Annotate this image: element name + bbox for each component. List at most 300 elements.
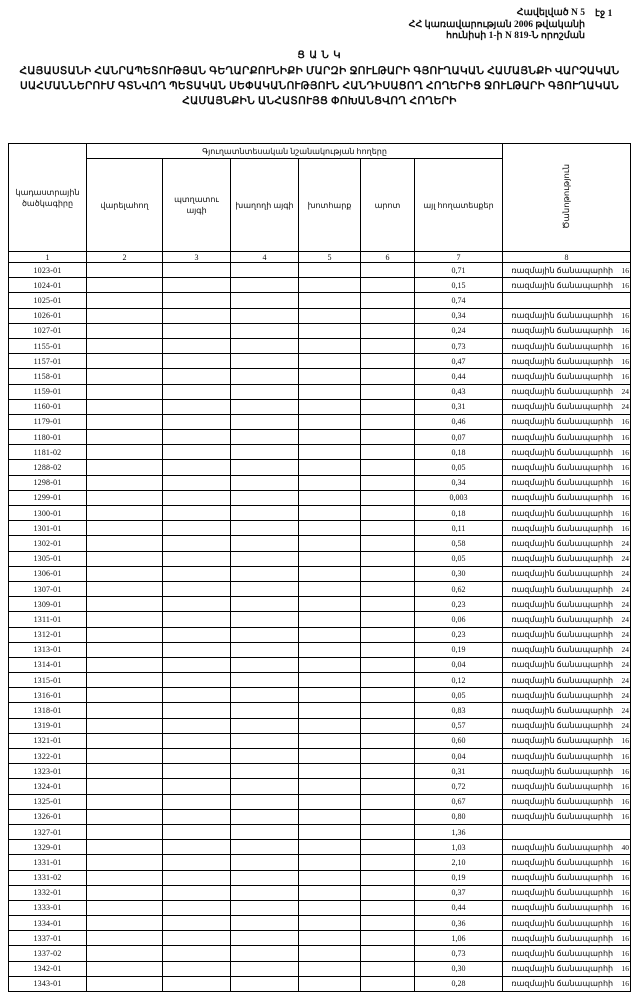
cell-pasture bbox=[361, 946, 415, 961]
cell-cadastral-code: 1160-01 bbox=[9, 399, 87, 414]
cell-vineyard bbox=[231, 597, 299, 612]
cell-other-lands: 0,31 bbox=[415, 764, 503, 779]
cell-cadastral-code: 1180-01 bbox=[9, 430, 87, 445]
table-group-header-row bbox=[9, 144, 631, 159]
table-row bbox=[9, 627, 631, 642]
cell-note: ռազմային ճանապարհի 16 bbox=[503, 475, 631, 490]
cell-arable bbox=[87, 779, 163, 794]
cell-arable bbox=[87, 323, 163, 338]
cell-other-lands: 0,71 bbox=[415, 263, 503, 278]
cell-arable bbox=[87, 961, 163, 976]
cell-cadastral-code: 1023-01 bbox=[9, 263, 87, 278]
cell-arable bbox=[87, 931, 163, 946]
cell-arable bbox=[87, 824, 163, 839]
cell-note: ռազմային ճանապարհի 16 bbox=[503, 278, 631, 293]
cell-pasture bbox=[361, 627, 415, 642]
cell-arable bbox=[87, 475, 163, 490]
cell-other-lands: 0,07 bbox=[415, 430, 503, 445]
cell-cadastral-code: 1306-01 bbox=[9, 566, 87, 581]
cell-hayfield bbox=[299, 566, 361, 581]
cell-hayfield bbox=[299, 718, 361, 733]
cell-pasture bbox=[361, 840, 415, 855]
cell-hayfield bbox=[299, 445, 361, 460]
cell-orchard bbox=[163, 490, 231, 505]
cell-orchard bbox=[163, 946, 231, 961]
cell-pasture bbox=[361, 506, 415, 521]
cell-vineyard bbox=[231, 490, 299, 505]
cell-pasture bbox=[361, 293, 415, 308]
cell-cadastral-code: 1321-01 bbox=[9, 733, 87, 748]
table-row bbox=[9, 673, 631, 688]
cell-pasture bbox=[361, 824, 415, 839]
cell-pasture bbox=[361, 384, 415, 399]
cell-hayfield bbox=[299, 293, 361, 308]
cell-cadastral-code: 1343-01 bbox=[9, 976, 87, 991]
cell-orchard bbox=[163, 809, 231, 824]
cell-pasture bbox=[361, 536, 415, 551]
cell-vineyard bbox=[231, 749, 299, 764]
table-row bbox=[9, 840, 631, 855]
cell-pasture bbox=[361, 445, 415, 460]
cell-pasture bbox=[361, 399, 415, 414]
table-row bbox=[9, 688, 631, 703]
header-line-3: հունիսի 1-ի N 819-Ն որոշման bbox=[446, 31, 585, 41]
cell-other-lands: 0,24 bbox=[415, 323, 503, 338]
cell-cadastral-code: 1301-01 bbox=[9, 521, 87, 536]
col-header-arable: վարելահող bbox=[87, 159, 163, 252]
cell-orchard bbox=[163, 976, 231, 991]
cell-cadastral-code: 1326-01 bbox=[9, 809, 87, 824]
cell-vineyard bbox=[231, 824, 299, 839]
cell-cadastral-code: 1332-01 bbox=[9, 885, 87, 900]
cell-cadastral-code: 1026-01 bbox=[9, 308, 87, 323]
cell-other-lands: 0,23 bbox=[415, 627, 503, 642]
cell-hayfield bbox=[299, 551, 361, 566]
cell-other-lands: 0,05 bbox=[415, 460, 503, 475]
cell-cadastral-code: 1337-01 bbox=[9, 931, 87, 946]
cell-vineyard bbox=[231, 961, 299, 976]
cell-other-lands: 0,04 bbox=[415, 749, 503, 764]
table-row bbox=[9, 581, 631, 596]
table-row bbox=[9, 961, 631, 976]
cell-pasture bbox=[361, 961, 415, 976]
cell-arable bbox=[87, 809, 163, 824]
cell-other-lands: 0,72 bbox=[415, 779, 503, 794]
cell-hayfield bbox=[299, 749, 361, 764]
cell-hayfield bbox=[299, 764, 361, 779]
cell-other-lands: 0,18 bbox=[415, 506, 503, 521]
cell-hayfield bbox=[299, 855, 361, 870]
cell-arable bbox=[87, 703, 163, 718]
cell-orchard bbox=[163, 278, 231, 293]
document-header bbox=[300, 8, 585, 43]
cell-note: ռազմային ճանապարհի 24 bbox=[503, 703, 631, 718]
cell-other-lands: 0,23 bbox=[415, 597, 503, 612]
cell-hayfield bbox=[299, 338, 361, 353]
cell-vineyard bbox=[231, 369, 299, 384]
table-row bbox=[9, 824, 631, 839]
col-header-pasture: արոտ bbox=[361, 159, 415, 252]
cell-pasture bbox=[361, 749, 415, 764]
cell-orchard bbox=[163, 885, 231, 900]
table-row bbox=[9, 976, 631, 991]
table-row bbox=[9, 399, 631, 414]
cell-other-lands: 1,06 bbox=[415, 931, 503, 946]
cell-note: ռազմային ճանապարհի 16 bbox=[503, 976, 631, 991]
cell-pasture bbox=[361, 475, 415, 490]
cell-cadastral-code: 1305-01 bbox=[9, 551, 87, 566]
cell-cadastral-code: 1311-01 bbox=[9, 612, 87, 627]
col-header-other-lands: այլ հողատեսքեր bbox=[415, 159, 503, 252]
cell-orchard bbox=[163, 855, 231, 870]
cell-cadastral-code: 1325-01 bbox=[9, 794, 87, 809]
cell-hayfield bbox=[299, 490, 361, 505]
cell-vineyard bbox=[231, 916, 299, 931]
cell-hayfield bbox=[299, 840, 361, 855]
cell-orchard bbox=[163, 824, 231, 839]
cell-pasture bbox=[361, 369, 415, 384]
cell-note: ռազմային ճանապարհի 16 bbox=[503, 354, 631, 369]
cell-pasture bbox=[361, 566, 415, 581]
cell-hayfield bbox=[299, 354, 361, 369]
table-row bbox=[9, 764, 631, 779]
cell-orchard bbox=[163, 430, 231, 445]
cell-note bbox=[503, 824, 631, 839]
cell-orchard bbox=[163, 566, 231, 581]
cell-arable bbox=[87, 642, 163, 657]
cell-orchard bbox=[163, 794, 231, 809]
cell-hayfield bbox=[299, 308, 361, 323]
cell-arable bbox=[87, 885, 163, 900]
cell-arable bbox=[87, 354, 163, 369]
cell-pasture bbox=[361, 718, 415, 733]
col-num-2: 2 bbox=[87, 252, 163, 263]
col-header-note: Ծանոթություն bbox=[503, 144, 631, 252]
table-row bbox=[9, 521, 631, 536]
document-title: Ց Ա Ն Կ bbox=[297, 50, 342, 61]
cell-arable bbox=[87, 794, 163, 809]
cell-hayfield bbox=[299, 794, 361, 809]
cell-hayfield bbox=[299, 278, 361, 293]
cell-other-lands: 0,67 bbox=[415, 794, 503, 809]
cell-hayfield bbox=[299, 931, 361, 946]
cell-vineyard bbox=[231, 885, 299, 900]
cell-vineyard bbox=[231, 718, 299, 733]
cell-other-lands: 0,44 bbox=[415, 900, 503, 915]
cell-vineyard bbox=[231, 414, 299, 429]
cell-arable bbox=[87, 460, 163, 475]
cell-pasture bbox=[361, 551, 415, 566]
cell-orchard bbox=[163, 733, 231, 748]
col-header-orchard: պտղատու այգի bbox=[163, 159, 231, 252]
cell-cadastral-code: 1300-01 bbox=[9, 506, 87, 521]
cell-vineyard bbox=[231, 809, 299, 824]
cell-note: ռազմային ճանապարհի 24 bbox=[503, 536, 631, 551]
cell-other-lands: 0,80 bbox=[415, 809, 503, 824]
cell-pasture bbox=[361, 703, 415, 718]
table-row bbox=[9, 323, 631, 338]
cell-orchard bbox=[163, 536, 231, 551]
cell-arable bbox=[87, 384, 163, 399]
cell-pasture bbox=[361, 870, 415, 885]
cell-other-lands: 0,15 bbox=[415, 278, 503, 293]
cell-orchard bbox=[163, 521, 231, 536]
cell-cadastral-code: 1298-01 bbox=[9, 475, 87, 490]
cell-cadastral-code: 1288-02 bbox=[9, 460, 87, 475]
cell-other-lands: 0,47 bbox=[415, 354, 503, 369]
cell-pasture bbox=[361, 414, 415, 429]
cell-pasture bbox=[361, 855, 415, 870]
cell-orchard bbox=[163, 581, 231, 596]
cell-orchard bbox=[163, 870, 231, 885]
cell-vineyard bbox=[231, 430, 299, 445]
cell-hayfield bbox=[299, 961, 361, 976]
table-row bbox=[9, 263, 631, 278]
table-column-number-row bbox=[9, 252, 631, 263]
cell-orchard bbox=[163, 384, 231, 399]
cell-hayfield bbox=[299, 581, 361, 596]
cell-cadastral-code: 1315-01 bbox=[9, 673, 87, 688]
cell-hayfield bbox=[299, 612, 361, 627]
table-row bbox=[9, 916, 631, 931]
cell-note: ռազմային ճանապարհի 16 bbox=[503, 855, 631, 870]
cell-orchard bbox=[163, 703, 231, 718]
cell-arable bbox=[87, 597, 163, 612]
cell-hayfield bbox=[299, 430, 361, 445]
cell-hayfield bbox=[299, 369, 361, 384]
cell-vineyard bbox=[231, 703, 299, 718]
table-row bbox=[9, 506, 631, 521]
table-row bbox=[9, 384, 631, 399]
cell-note: ռազմային ճանապարհի 16 bbox=[503, 338, 631, 353]
cell-arable bbox=[87, 263, 163, 278]
table-row bbox=[9, 369, 631, 384]
cell-pasture bbox=[361, 323, 415, 338]
cell-vineyard bbox=[231, 338, 299, 353]
cell-note: ռազմային ճանապարհի 16 bbox=[503, 308, 631, 323]
table-row bbox=[9, 445, 631, 460]
cell-hayfield bbox=[299, 399, 361, 414]
cell-note: ռազմային ճանապարհի 24 bbox=[503, 642, 631, 657]
table-row bbox=[9, 733, 631, 748]
cell-orchard bbox=[163, 308, 231, 323]
cell-cadastral-code: 1157-01 bbox=[9, 354, 87, 369]
cell-arable bbox=[87, 338, 163, 353]
cell-orchard bbox=[163, 718, 231, 733]
cell-vineyard bbox=[231, 293, 299, 308]
cell-orchard bbox=[163, 399, 231, 414]
cell-orchard bbox=[163, 642, 231, 657]
cell-pasture bbox=[361, 764, 415, 779]
cell-vineyard bbox=[231, 840, 299, 855]
cell-hayfield bbox=[299, 597, 361, 612]
cell-arable bbox=[87, 916, 163, 931]
cell-cadastral-code: 1329-01 bbox=[9, 840, 87, 855]
table-body bbox=[9, 263, 631, 992]
cell-pasture bbox=[361, 490, 415, 505]
table-row bbox=[9, 293, 631, 308]
cell-cadastral-code: 1319-01 bbox=[9, 718, 87, 733]
cell-note: ռազմային ճանապարհի 16 bbox=[503, 749, 631, 764]
cell-vineyard bbox=[231, 278, 299, 293]
cell-cadastral-code: 1327-01 bbox=[9, 824, 87, 839]
cell-note: ռազմային ճանապարհի 16 bbox=[503, 323, 631, 338]
cell-orchard bbox=[163, 460, 231, 475]
cell-note: ռազմային ճանապարհի 16 bbox=[503, 733, 631, 748]
cell-orchard bbox=[163, 597, 231, 612]
cell-hayfield bbox=[299, 642, 361, 657]
cell-arable bbox=[87, 749, 163, 764]
cell-hayfield bbox=[299, 916, 361, 931]
table-row bbox=[9, 885, 631, 900]
cell-other-lands: 0,62 bbox=[415, 581, 503, 596]
cell-vineyard bbox=[231, 673, 299, 688]
cell-orchard bbox=[163, 764, 231, 779]
col-num-4: 4 bbox=[231, 252, 299, 263]
cell-arable bbox=[87, 293, 163, 308]
cell-note: ռազմային ճանապարհի 16 bbox=[503, 885, 631, 900]
cell-vineyard bbox=[231, 521, 299, 536]
cell-pasture bbox=[361, 733, 415, 748]
table-row bbox=[9, 870, 631, 885]
cell-hayfield bbox=[299, 323, 361, 338]
cell-vineyard bbox=[231, 946, 299, 961]
col-num-1: 1 bbox=[9, 252, 87, 263]
cell-pasture bbox=[361, 688, 415, 703]
cell-note: ռազմային ճանապարհի 16 bbox=[503, 521, 631, 536]
table-row bbox=[9, 642, 631, 657]
cell-arable bbox=[87, 673, 163, 688]
cell-cadastral-code: 1299-01 bbox=[9, 490, 87, 505]
col-num-3: 3 bbox=[163, 252, 231, 263]
cell-note: ռազմային ճանապարհի 16 bbox=[503, 931, 631, 946]
cell-cadastral-code: 1025-01 bbox=[9, 293, 87, 308]
cell-vineyard bbox=[231, 642, 299, 657]
cell-cadastral-code: 1307-01 bbox=[9, 581, 87, 596]
cell-hayfield bbox=[299, 870, 361, 885]
cell-hayfield bbox=[299, 688, 361, 703]
cell-note: ռազմային ճանապարհի 24 bbox=[503, 718, 631, 733]
cell-cadastral-code: 1313-01 bbox=[9, 642, 87, 657]
cell-hayfield bbox=[299, 460, 361, 475]
cell-orchard bbox=[163, 961, 231, 976]
cell-other-lands: 0,06 bbox=[415, 612, 503, 627]
cell-arable bbox=[87, 764, 163, 779]
table-row bbox=[9, 430, 631, 445]
cell-orchard bbox=[163, 414, 231, 429]
cell-pasture bbox=[361, 460, 415, 475]
cell-orchard bbox=[163, 779, 231, 794]
table-row bbox=[9, 308, 631, 323]
cell-vineyard bbox=[231, 263, 299, 278]
cell-other-lands: 0,30 bbox=[415, 961, 503, 976]
cell-hayfield bbox=[299, 475, 361, 490]
cell-orchard bbox=[163, 673, 231, 688]
cell-pasture bbox=[361, 430, 415, 445]
cell-other-lands: 0,46 bbox=[415, 414, 503, 429]
col-num-7: 7 bbox=[415, 252, 503, 263]
cell-note: ռազմային ճանապարհի 16 bbox=[503, 946, 631, 961]
cell-orchard bbox=[163, 749, 231, 764]
cell-hayfield bbox=[299, 703, 361, 718]
cell-arable bbox=[87, 551, 163, 566]
cell-note: ռազմային ճանապարհի 24 bbox=[503, 657, 631, 672]
cell-other-lands: 0,44 bbox=[415, 369, 503, 384]
table-row bbox=[9, 931, 631, 946]
cell-cadastral-code: 1314-01 bbox=[9, 657, 87, 672]
cell-vineyard bbox=[231, 931, 299, 946]
cell-note: ռազմային ճանապարհի 24 bbox=[503, 581, 631, 596]
cell-orchard bbox=[163, 263, 231, 278]
cell-cadastral-code: 1159-01 bbox=[9, 384, 87, 399]
cell-arable bbox=[87, 369, 163, 384]
cell-orchard bbox=[163, 657, 231, 672]
cell-arable bbox=[87, 840, 163, 855]
table-row bbox=[9, 490, 631, 505]
cell-cadastral-code: 1181-02 bbox=[9, 445, 87, 460]
cell-note: ռազմային ճանապարհի 16 bbox=[503, 430, 631, 445]
cell-vineyard bbox=[231, 855, 299, 870]
cell-orchard bbox=[163, 369, 231, 384]
cell-hayfield bbox=[299, 521, 361, 536]
col-num-8: 8 bbox=[503, 252, 631, 263]
cell-other-lands: 1,36 bbox=[415, 824, 503, 839]
cell-vineyard bbox=[231, 794, 299, 809]
cell-hayfield bbox=[299, 536, 361, 551]
cell-vineyard bbox=[231, 460, 299, 475]
cell-arable bbox=[87, 946, 163, 961]
cell-other-lands: 0,74 bbox=[415, 293, 503, 308]
cell-cadastral-code: 1179-01 bbox=[9, 414, 87, 429]
cell-vineyard bbox=[231, 764, 299, 779]
cell-pasture bbox=[361, 931, 415, 946]
cell-arable bbox=[87, 490, 163, 505]
cell-orchard bbox=[163, 612, 231, 627]
cell-arable bbox=[87, 445, 163, 460]
cell-arable bbox=[87, 278, 163, 293]
cell-other-lands: 2,10 bbox=[415, 855, 503, 870]
cell-orchard bbox=[163, 900, 231, 915]
cell-note: ռազմային ճանապարհի 16 bbox=[503, 764, 631, 779]
cell-other-lands: 0,73 bbox=[415, 338, 503, 353]
cell-note: ռազմային ճանապարհի 24 bbox=[503, 627, 631, 642]
cell-orchard bbox=[163, 551, 231, 566]
cell-vineyard bbox=[231, 779, 299, 794]
cell-other-lands: 0,11 bbox=[415, 521, 503, 536]
cell-pasture bbox=[361, 612, 415, 627]
cell-vineyard bbox=[231, 323, 299, 338]
header-line-2: ՀՀ կառավարության 2006 թվականի bbox=[408, 19, 585, 30]
cell-other-lands: 0,18 bbox=[415, 445, 503, 460]
cell-cadastral-code: 1316-01 bbox=[9, 688, 87, 703]
cell-vineyard bbox=[231, 627, 299, 642]
cell-vineyard bbox=[231, 354, 299, 369]
cell-cadastral-code: 1312-01 bbox=[9, 627, 87, 642]
cell-pasture bbox=[361, 581, 415, 596]
header-line-1: Հավելված N 5 bbox=[516, 8, 585, 18]
cell-note: ռազմային ճանապարհի 16 bbox=[503, 414, 631, 429]
cell-note: ռազմային ճանապարհի 16 bbox=[503, 490, 631, 505]
table-row bbox=[9, 414, 631, 429]
cell-vineyard bbox=[231, 657, 299, 672]
cell-hayfield bbox=[299, 733, 361, 748]
cell-orchard bbox=[163, 627, 231, 642]
cell-hayfield bbox=[299, 627, 361, 642]
cell-orchard bbox=[163, 293, 231, 308]
cell-pasture bbox=[361, 521, 415, 536]
cell-hayfield bbox=[299, 414, 361, 429]
cell-vineyard bbox=[231, 536, 299, 551]
